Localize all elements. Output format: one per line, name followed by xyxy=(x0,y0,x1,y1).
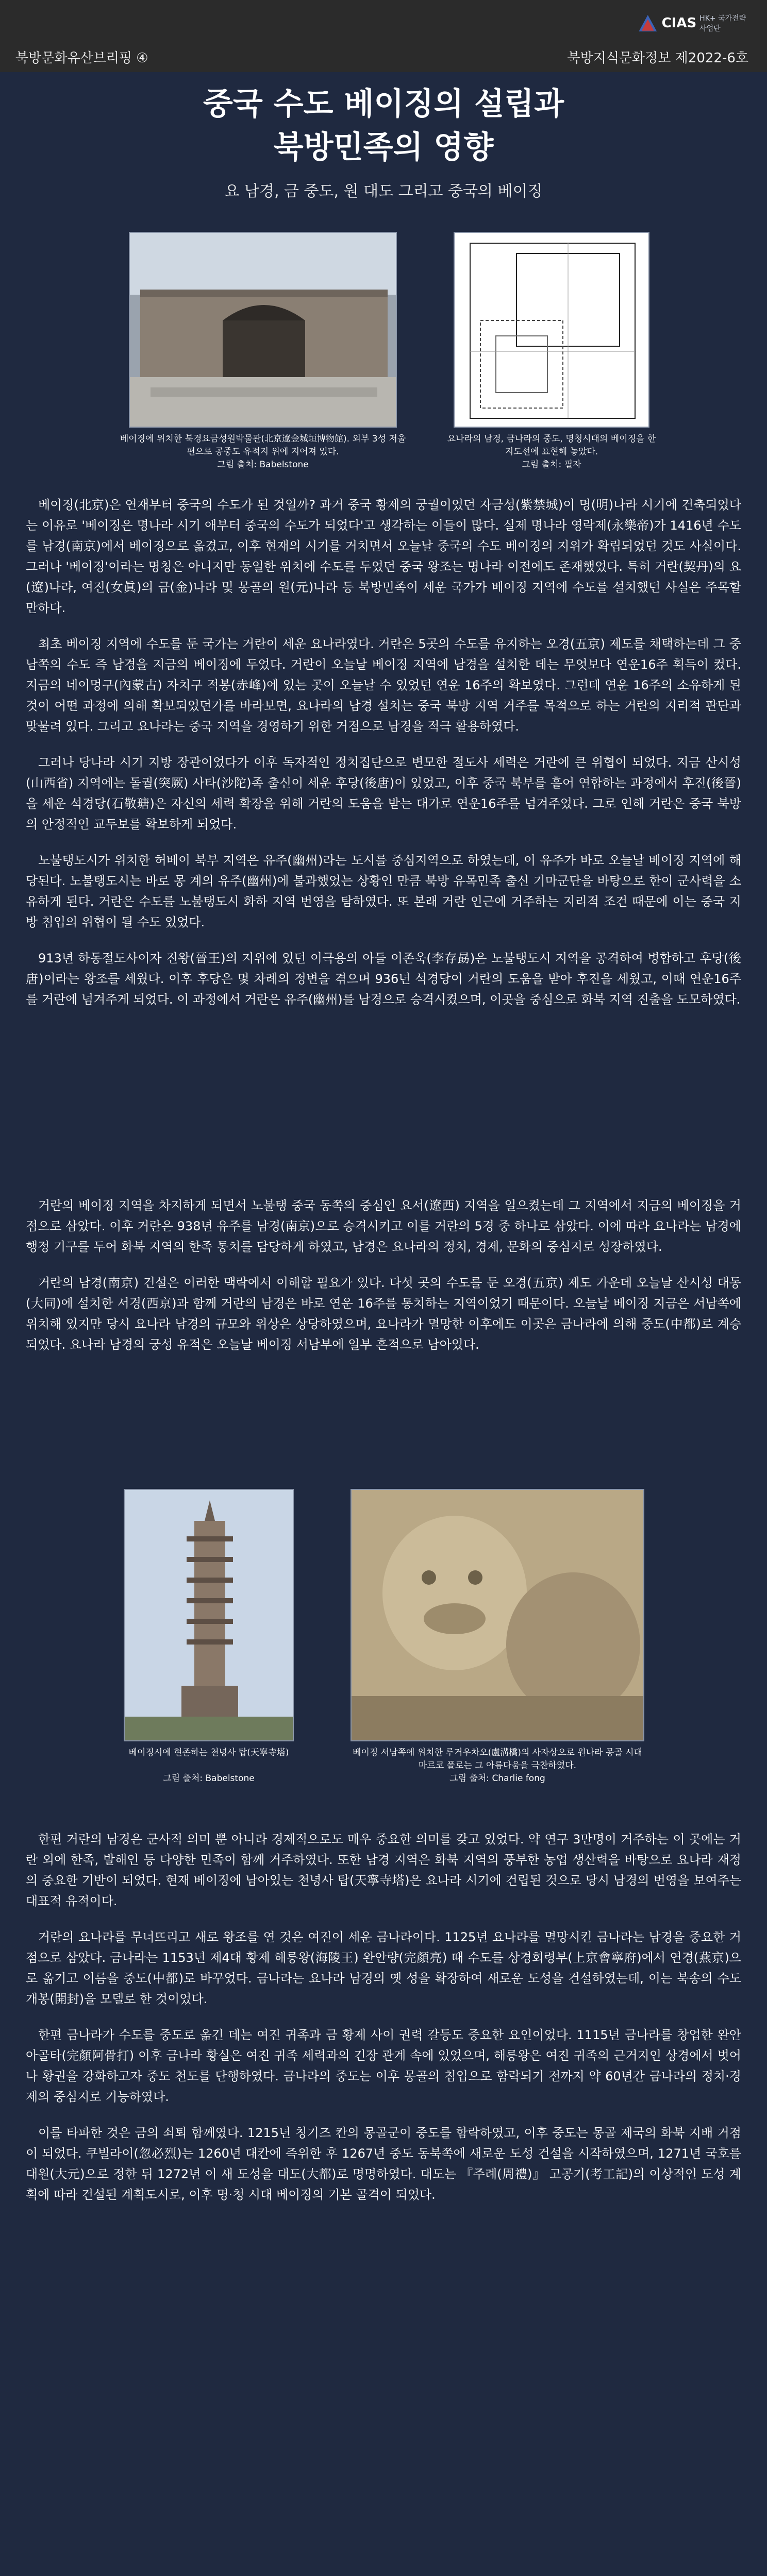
paragraph: 거란의 남경(南京) 건설은 이러한 맥락에서 이해할 필요가 있다. 다섯 곳의 수도를 둔 오경(五京) 제도 가운데 오늘날 산시성 대동(大同)에 설치한 서경(西京)과 함께 거란의 남경은 바로 연운 16주를 통치하는 지역이었기 때문이다. 오늘날 베이징 지금은 서남쪽에 위치해 있지만 당시 요나라 남경의 규모와 위상은 상당하였으며, 요나라가 멸망한 이후에도 이곳은 금나라에 의해 중도(中都)로 계승되었다. 요나라 남경의 궁성 유적은 오늘날 베이징 서남부에 일부 흔적으로 남아있다. xyxy=(26,1276,741,1352)
section-3 xyxy=(26,1829,741,2221)
logo-text: CIAS xyxy=(661,15,697,31)
paragraph: 그러나 당나라 시기 지방 장관이었다가 이후 독자적인 정치집단으로 변모한 절도사 세력은 거란에 큰 위협이 되었다. 지금 산시성(山西省) 지역에는 돌궐(突厥) 사타(沙陀)족 출신이 세운 후당(後唐)이 있었고, 이후 중국 북부를 흩어 연합하는 과정에서 후진(後晉)을 세운 석경당(石敬瑭)은 자신의 세력 확장을 위해 거란의 도움을 받는 대가로 연운16주를 넘겨주었다. 그로 인해 거란은 중국 북방의 안정적인 교두보를 확보하게 되었다. xyxy=(26,755,741,832)
page-title-line2: 북방민족의 영향 xyxy=(273,129,494,165)
paragraph: 거란의 베이징 지역을 차지하게 되면서 노불탱 중국 동쪽의 중심인 요서(遼西) 지역을 일으켰는데 그 지역에서 지금의 베이징을 거점으로 삼았다. 이후 거란은 938년 유주를 남경(南京)으로 승격시키고 이를 거란의 5경 중 하나로 삼았다. 이에 따라 요나라는 남경에 행정 기구를 두어 화북 지역의 한족 통치를 담당하게 하였고, 남경은 요나라의 정치, 경제, 문화의 중심지로 성장하였다. xyxy=(26,1198,741,1254)
page-subtitle: 요 남경, 금 중도, 원 대도 그리고 중국의 베이징 xyxy=(224,182,543,200)
paragraph: 노불탱도시가 위치한 허베이 북부 지역은 유주(幽州)라는 도시를 중심지역으로 하였는데, 이 유주가 바로 오늘날 베이징 지역에 해당된다. 노불탱도시는 바로 몽 계의 유주(幽州)에 불과했었는 상황인 만큼 북방 유목민족 출신 기마군단을 바탕으로 한이 군사력을 소유하게 된다. 거란은 수도를 노불탱도시 화하 지역 번영을 탐하였다. 또 본래 거란 인근에 거주하는 지리적 조건 때문에 이는 중국 지방 침입의 위협이 될 수도 있었다. xyxy=(26,853,741,929)
figure2-left-caption: 베이징시에 현존하는 천녕사 탑(天寧寺塔) xyxy=(128,1748,289,1758)
page-title-line1: 중국 수도 베이징의 설립과 xyxy=(203,86,564,122)
paragraph: 한편 거란의 남경은 군사적 의미 뿐 아니라 경제적으로도 매우 중요한 의미를 갖고 있었다. 약 연구 3만명이 거주하는 이 곳에는 거란 외에 한족, 발해인 등 다양한 민족이 함께 거주하였다. 또한 남경 지역은 화북 지역의 풍부한 농업 생산력을 바탕으로 요나라 재정의 중요한 기반이 되었다. 현재 베이징에 남아있는 천녕사 탑(天寧寺塔)은 요나라 시기에 건립된 것으로 당시 남경의 번영을 보여주는 대표적 유적이다. xyxy=(26,1832,741,1908)
paragraph: 베이징(北京)은 연재부터 중국의 수도가 된 것일까? 과거 중국 황제의 궁궐이었던 자금성(紫禁城)이 명(明)나라 시기에 건축되었다는 이유로 '베이징은 명나라 시기 애부터 중국의 수도가 되었다'고 생각하는 이들이 많다. 실제 명나라 영락제(永樂帝)가 1416년 수도를 남경(南京)에서 베이징으로 옮겼고, 이후 현재의 시기를 거치면서 오늘날 중국의 수도 베이징의 지위가 확립되었던 것도 사실이다. 그러나 '베이징'이라는 명칭은 아니지만 동일한 위치에 수도를 두었던 중국 왕조는 명나라 이전에도 존재했었다. 특히 거란(契丹)의 요(遼)나라, 여진(女眞)의 금(金)나라 및 몽골의 원(元)나라 등 북방민족이 세운 국가가 베이징 지역에 수도를 설치했던 사실은 주목할 만하다. xyxy=(26,498,741,615)
cias-logo xyxy=(638,9,746,37)
figure2-right-caption: 베이징 서남쪽에 위치한 루거우차오(盧溝橋)의 사자상으로 원나라 몽골 시대 마르코 폴로는 그 아름다움을 극찬하였다. xyxy=(353,1748,642,1771)
paragraph: 거란의 요나라를 무너뜨리고 새로 왕조를 연 것은 여진이 세운 금나라이다. 1125년 요나라를 멸망시킨 금나라는 남경을 중요한 거점으로 삼았다. 금나라는 1153년 제4대 황제 해릉왕(海陵王) 완안량(完顏亮) 때 수도를 상경회령부(上京會寧府)에서 연경(燕京)으로 옮기고 이름을 중도(中都)로 바꾸었다. 금나라는 요나라 남경의 옛 성을 확장하여 새로운 도성을 건설하였는데, 이는 북송의 수도 개봉(開封)을 모델로 한 것이었다. xyxy=(26,1930,741,2006)
pagoda-photo xyxy=(124,1489,294,1741)
paragraph: 이를 타파한 것은 금의 쇠퇴 함께였다. 1215년 칭기즈 칸의 몽골군이 중도를 함락하였고, 이후 중도는 몽골 제국의 화북 지배 거점이 되었다. 쿠빌라이(忽必烈)는 1260년 대칸에 즉위한 후 1267년 중도 동북쪽에 새로운 도성 건설을 시작하였으며, 1271년 국호를 대원(大元)으로 정한 뒤 1272년 이 새 도성을 대도(大都)로 명명하였다. 대도는 『주례(周禮)』 고공기(考工記)의 이상적인 도성 계획에 따라 건설된 계획도시로, 이후 명·청 시대 베이징의 기본 골격이 되었다. xyxy=(26,2126,741,2202)
museum-photo xyxy=(129,232,397,428)
figure2-left-credit: 그림 출처: Babelstone xyxy=(163,1773,255,1784)
figure2-right-credit: 그림 출처: Charlie fong xyxy=(449,1773,545,1784)
lion-statue-photo xyxy=(351,1489,644,1741)
capital-map xyxy=(454,232,649,428)
cias-logo-icon xyxy=(638,10,658,36)
title-block xyxy=(0,82,767,201)
series-label: 북방문화유산브리핑 ④ xyxy=(15,50,148,66)
figure1-right-credit: 그림 출처: 필자 xyxy=(522,460,581,470)
figure1-right-caption: 요나라의 남경, 금나라의 중도, 명청시대의 베이징을 한 지도선에 표현해 놓았다. xyxy=(447,434,656,457)
logo-subtext: HK+ 국가전략사업단 xyxy=(699,14,746,33)
issue-label: 북방지식문화정보 제2022-6호 xyxy=(567,50,748,66)
figure1-left-caption: 베이징에 위치한 북경요금성원박물관(北京遼金城垣博物館). 외부 3성 저울편으로 공중도 유적지 위에 지어져 있다. xyxy=(120,434,406,457)
figure1-left-credit: 그림 출처: Babelstone xyxy=(217,460,309,470)
paragraph: 최초 베이징 지역에 수도를 둔 국가는 거란이 세운 요나라였다. 거란은 5곳의 수도를 유지하는 오경(五京) 제도를 채택하는데 그 중 남쪽의 수도 즉 남경을 지금의 베이징에 두었다. 거란이 오늘날 베이징 지역에 남경을 설치한 데는 무엇보다 연운16주 획득이 컸다. 지금의 네이멍구(內蒙古) 자치구 적봉(赤峰)에 있는 곳이 오늘날 수 있었던 연운 16주의 확보였다. 그런데 연운 16주의 소유하게 된 것이 어떤 과정에 의해 확보되었던가를 바라보면, 요나라의 남경 설치는 중국 북방 지역 거주를 목적으로 하는 거란의 지리적 판단과 맞물려 있다. 그리고 요나라는 중국 지역을 경영하기 위한 거점으로 남경을 적극 활용하였다. xyxy=(26,637,741,734)
section-1 xyxy=(26,495,741,1025)
header-bar xyxy=(0,0,767,72)
paragraph: 한편 금나라가 수도를 중도로 옮긴 데는 여진 귀족과 금 황제 사이 권력 갈등도 중요한 요인이었다. 1115년 금나라를 창업한 완안아골타(完顏阿骨打) 이후 금나라 황실은 여진 귀족 세력과의 긴장 관계 속에 있었으며, 해릉왕은 여진 귀족의 근거지인 상경에서 벗어나 황권을 강화하고자 중도 천도를 단행하였다. 금나라의 중도는 이후 몽골의 침입으로 함락되기 전까지 약 60년간 금나라의 정치·경제의 중심지로 기능하였다. xyxy=(26,2028,741,2104)
paragraph: 913년 하동절도사이자 진왕(晉王)의 지위에 있던 이극용의 아들 이존욱(李存勗)은 노불탱도시 지역을 공격하여 병합하고 후당(後唐)이라는 왕조를 세웠다. 이후 후당은 몇 차례의 정변을 겪으며 936년 석경당이 거란의 도움을 받아 후진을 세웠고, 이때 연운16주를 거란에 넘겨주게 되었다. 이 과정에서 거란은 유주(幽州)를 남경으로 승격시켰으며, 이곳을 중심으로 화북 지역 진출을 도모하였다. xyxy=(26,951,741,1007)
section-2 xyxy=(26,1195,741,1370)
